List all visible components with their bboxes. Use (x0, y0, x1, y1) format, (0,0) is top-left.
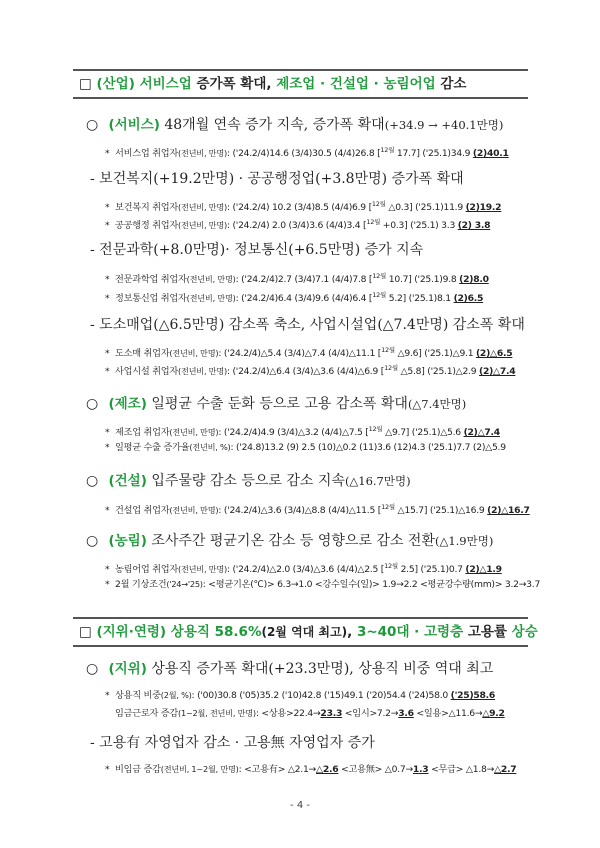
section-header-industry: □ (산업) 서비스업 증가폭 확대, 제조업 · 건설업 · 농림어업 감소 (73, 69, 528, 99)
bullet-agriculture: ○ (농림) 조사주간 평균기온 감소 등 영향으로 감소 전환(△1.9만명) (86, 533, 494, 549)
note-services: * 서비스업 취업자(전년비, 만명): ('24.2/4)14.6 (3/4)30.5 (4/4)26.8 [$^{12월}$ 17.7] ('25.1)34.9 (2)40.1 (105, 146, 509, 159)
bullet-services: ○ (서비스) 48개월 연속 증가 지속, 증가폭 확대(+34.9 → +40.1만명) (86, 117, 504, 133)
note-exports: * 일평균 수출 증가율(전년비, %): ('24.8)13.2 (9) 2.5 (10)△0.2 (11)3.6 (12)4.3 ('25.1)7.7 (2)△5.9 (105, 442, 506, 453)
circle-bullet-icon: ○ (86, 533, 99, 549)
checkbox-square-icon: □ (79, 624, 92, 640)
sub-bullet-self-employed: - 고용有 자영업자 감소 · 고용無 자영업자 증가 (90, 735, 375, 751)
note-wage-workers: 임금근로자 증감(1~2월, 전년비, 만명): <상용>22.4→23.3 <임시>7.2→3.6 <일용>△11.6→△9.2 (115, 708, 505, 719)
bullet-manufacturing: ○ (제조) 일평균 수출 둔화 등으로 고용 감소폭 확대(△7.4만명) (86, 396, 467, 412)
note-agriculture: * 농림어업 취업자(전년비, 만명): ('24.2/4)△2.0 (3/4)△3.6 (4/4)△2.5 [$^{12월}$ 2.5] ('25.1)0.7 (2)△1.9 (105, 562, 502, 575)
note-ict: * 정보통신업 취업자(전년비, 만명): ('24.2/4)6.4 (3/4)9.6 (4/4)6.4 [$^{12월}$ 5.2] ('25.1)8.1 (2)6.5 (105, 291, 484, 304)
note-public-admin: * 공공행정 취업자(전년비, 만명): ('24.2/4) 2.0 (3/4)3.6 (4/4)3.4 [$^{12월}$ +0.3] ('25.1) 3.3 (2) 3.8 (105, 218, 491, 231)
page-number: - 4 - (290, 800, 310, 811)
checkbox-square-icon: □ (79, 76, 92, 92)
circle-bullet-icon: ○ (86, 473, 99, 489)
circle-bullet-icon: ○ (86, 117, 99, 133)
note-wholesale: * 도소매 취업자(전년비, 만명): ('24.2/4)△5.4 (3/4)△7.4 (4/4)△11.1 [$^{12월}$ △9.6] ('25.1)△9.1 (2)△6.5 (105, 346, 513, 359)
sub-bullet-wholesale: - 도소매업(△6.5만명) 감소폭 축소, 사업시설업(△7.4만명) 감소폭 확대 (90, 317, 525, 333)
note-weather: * 2월 기상조건('24→'25): <평균기온(℃)> 6.3→1.0 <강수일수(일)> 1.9→2.2 <평균강수량(mm)> 3.2→3.7 (105, 579, 541, 590)
section-header-status-age: □ (지위·연령) 상용직 58.6%(2월 역대 최고), 3~40대 · 고령층 고용률 상승 (73, 617, 528, 647)
note-manufacturing: * 제조업 취업자(전년비, 만명): ('24.2/4)4.9 (3/4)△3.2 (4/4)△7.5 [$^{12월}$ △9.7] ('25.1)△5.6 (2)△7.4 (105, 425, 500, 438)
sub-bullet-health-public: - 보건복지(+19.2만명) · 공공행정업(+3.8만명) 증가폭 확대 (90, 171, 464, 187)
sub-bullet-science-ict: - 전문과학(+8.0만명)· 정보통신(+6.5만명) 증가 지속 (90, 242, 424, 258)
note-regular-share: * 상용직 비중(2월, %): ('00)30.8 ('05)35.2 ('10)42.8 ('15)49.1 ('20)54.4 ('24)58.0 ('25)58.6 (105, 690, 496, 701)
note-science: * 전문과학업 취업자(전년비, 만명): ('24.2/4)2.7 (3/4)7.1 (4/4)7.8 [$^{12월}$ 10.7] ('25.1)9.8 (2)8.0 (105, 272, 489, 285)
note-health: * 보건복지 취업자(전년비, 만명): ('24.2/4) 10.2 (3/4)8.5 (4/4)6.9 [$^{12월}$ △0.3] ('25.1)11.9 (2)19.2 (105, 200, 502, 213)
note-non-wage: * 비임금 증감(전년비, 1~2월, 만명): <고용有> △2.1→△2.6 <고용無> △0.7→1.3 <무급> △1.8→△2.7 (105, 764, 517, 775)
circle-bullet-icon: ○ (86, 396, 99, 412)
bullet-employment-status: ○ (지위) 상용직 증가폭 확대(+23.3만명), 상용직 비중 역대 최고 (86, 661, 494, 677)
bullet-construction: ○ (건설) 입주물량 감소 등으로 감소 지속(△16.7만명) (86, 473, 411, 489)
note-business-facilities: * 사업시설 취업자(전년비, 만명): ('24.2/4)△6.4 (3/4)△3.6 (4/4)△6.9 [$^{12월}$ △5.8] ('25.1)△2.9 (2)△7.4 (105, 364, 516, 377)
circle-bullet-icon: ○ (86, 661, 99, 677)
note-construction: * 건설업 취업자(전년비, 만명): ('24.2/4)△3.6 (3/4)△8.8 (4/4)△11.5 [$^{12월}$ △15.7] ('25.1)△16.9 (2)△16.7 (105, 503, 530, 516)
